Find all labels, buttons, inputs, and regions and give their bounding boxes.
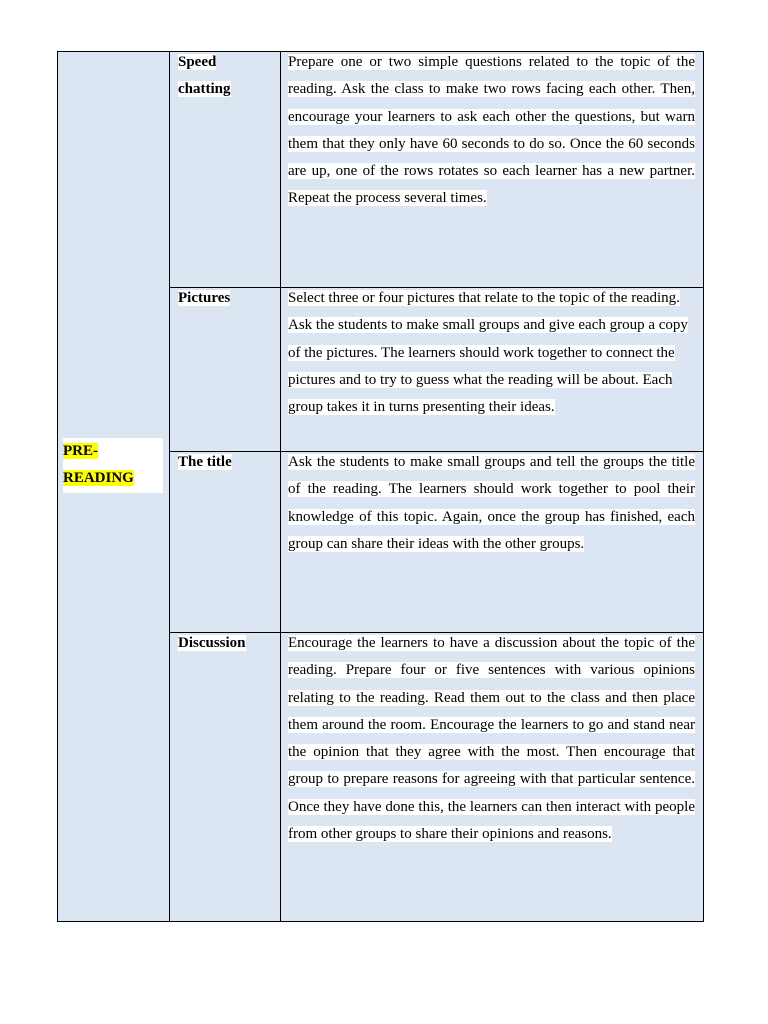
- activity-name-cell: [170, 452, 281, 632]
- stage-label-line1: PRE-: [63, 443, 98, 459]
- activity-description-cell: [281, 288, 703, 451]
- activity-name: Speed: [178, 54, 217, 70]
- table-row: [170, 633, 703, 921]
- activity-description-cell: [281, 633, 703, 921]
- activity-name-cell: [170, 633, 281, 921]
- activity-description-cell: [281, 52, 703, 287]
- activity-name-cell: [170, 52, 281, 287]
- stage-label: [63, 438, 163, 493]
- activity-name-cell: [170, 288, 281, 451]
- activity-table: [57, 51, 704, 922]
- stage-cell: [58, 52, 170, 921]
- stage-label-line2: READING: [63, 470, 134, 486]
- table-row: [170, 452, 703, 633]
- activity-description-cell: [281, 452, 703, 632]
- activity-description: Prepare one or two simple questions related to the topic of the reading. Ask the class to make two rows facing each other. Then, encourage your learners to ask each other the questions, but warn them that they only have 60 seconds to do so. Once the 60 seconds are up, one of the rows rotates so each learner has a new partner. Repeat the process several times.: [288, 54, 695, 207]
- activity-name: The title: [178, 454, 232, 470]
- activity-description: Select three or four pictures that relate to the topic of the reading. Ask the students to make small groups and give each group a copy of the pictures. The learners should work together to connect the pictures and to try to guess what the reading will be about. Each group takes it in turns presenting their ideas.: [288, 290, 688, 416]
- activity-description: Ask the students to make small groups and tell the groups the title of the reading. The learners should work together to pool their knowledge of this topic. Again, once the group has finished, each group can share their ideas with the other groups.: [288, 454, 695, 552]
- table-row: [170, 52, 703, 288]
- table-row: [170, 288, 703, 452]
- activity-description: Encourage the learners to have a discussion about the topic of the reading. Prepare four or five sentences with various opinions relating to the reading. Read them out to the class and then place them around the room. Encourage the learners to go and stand near the opinion that they agree with the most. Then encourage that group to prepare reasons for agreeing with that particular sentence. Once they have done this, the learners can then interact with people from other groups to share their opinions and reasons.: [288, 635, 695, 843]
- activity-name-cont: chatting: [178, 81, 231, 97]
- activity-name: Pictures: [178, 290, 231, 306]
- activity-name: Discussion: [178, 635, 246, 651]
